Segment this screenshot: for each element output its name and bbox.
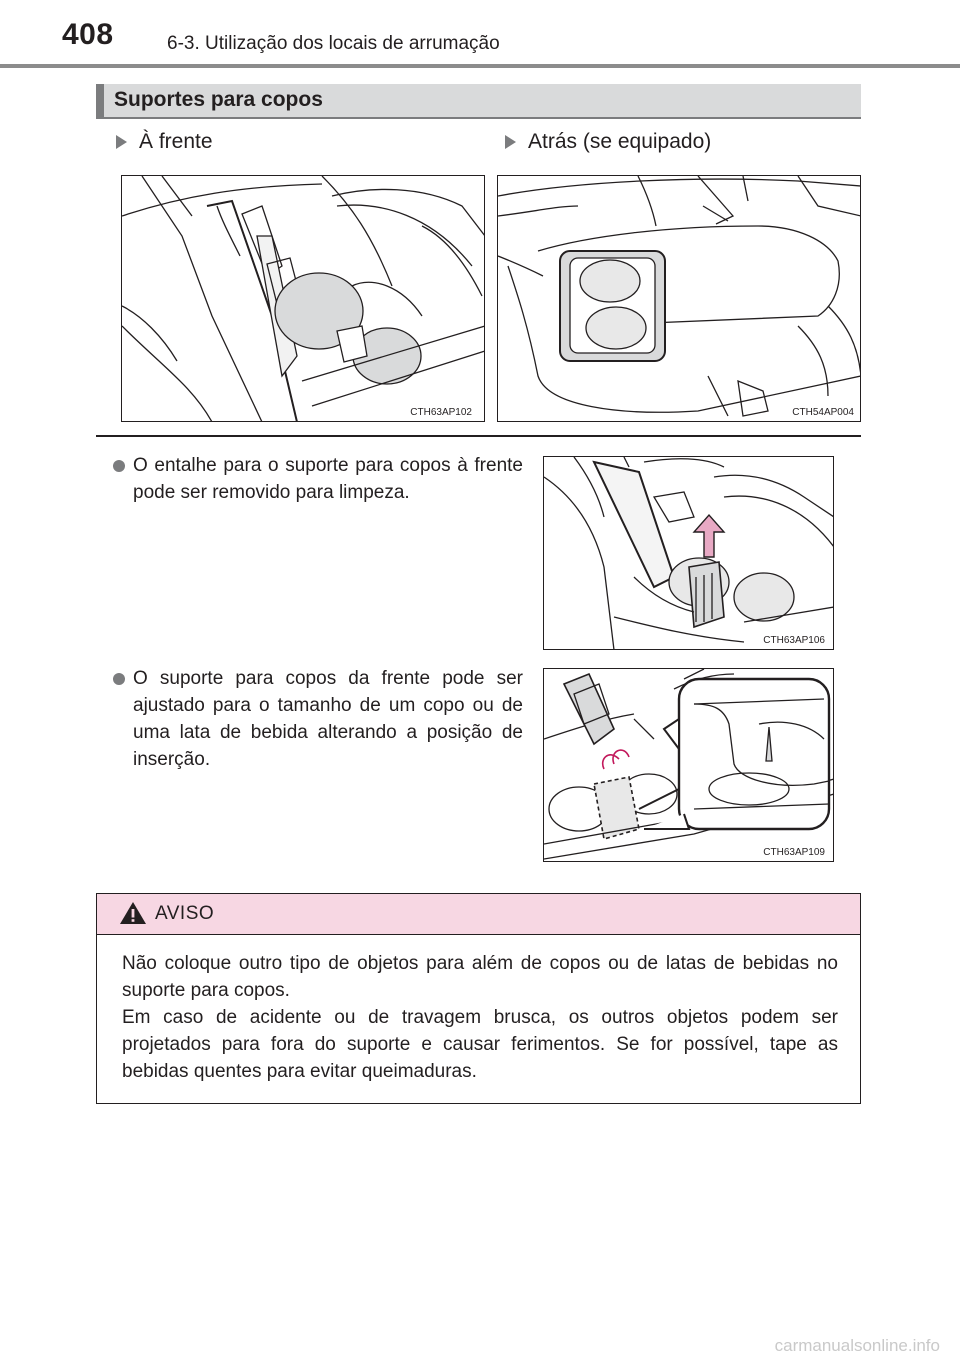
section-title: Suportes para copos — [114, 88, 323, 111]
figure-code-front: CTH63AP102 — [410, 407, 472, 418]
watermark: carmanualsonline.info — [774, 1336, 940, 1355]
figure-insert-removal — [543, 456, 834, 650]
rear-cupholder-illustration — [498, 176, 861, 422]
warning-box — [96, 893, 861, 1104]
bullet-text: O suporte para copos da frente pode ser ajustado para o tamanho de um copo ou de uma lata de bebida alterando a posição de inserção. — [133, 668, 523, 770]
insert-adjustment-illustration — [544, 669, 834, 862]
warning-triangle-icon — [119, 901, 147, 925]
warning-header — [97, 894, 860, 935]
figure-front-cupholders — [121, 175, 485, 422]
chapter-title: 6-3. Utilização dos locais de arrumação — [167, 33, 500, 54]
subhead-rear — [505, 130, 711, 154]
bullet-item — [113, 452, 523, 512]
section-heading-bar — [96, 84, 861, 118]
bullet-text: O entalhe para o suporte para copos à frente pode ser removido para limpeza. — [133, 455, 523, 503]
figure-code-adjust: CTH63AP109 — [763, 847, 825, 858]
section-accent — [96, 84, 104, 118]
figure-insert-adjustment — [543, 668, 834, 862]
warning-label: AVISO — [155, 903, 215, 924]
triangle-bullet-icon — [116, 135, 127, 149]
bullet-dot-icon — [113, 460, 125, 472]
header-rule — [0, 64, 960, 68]
front-cupholder-illustration — [122, 176, 485, 422]
triangle-bullet-icon — [505, 135, 516, 149]
warning-body — [122, 950, 838, 1085]
section-divider — [96, 435, 861, 437]
subhead-front-label: À frente — [139, 130, 213, 153]
subhead-front — [116, 130, 213, 154]
warning-paragraph: Não coloque outro tipo de objetos para além de copos ou de latas de bebidas no suporte para copos. — [122, 953, 838, 1001]
figure-code-removal: CTH63AP106 — [763, 635, 825, 646]
bullet-dot-icon — [113, 673, 125, 685]
figure-code-rear: CTH54AP004 — [792, 407, 854, 418]
section-underline — [96, 117, 861, 119]
page-number: 408 — [62, 18, 114, 51]
insert-removal-illustration — [544, 457, 834, 650]
bullet-item — [113, 665, 523, 775]
figure-rear-cupholders — [497, 175, 861, 422]
subhead-rear-label: Atrás (se equipado) — [528, 130, 712, 153]
warning-paragraph: Em caso de acidente ou de travagem brusca, os outros objetos podem ser projetados para fora do suporte e causar ferimentos. Se for possível, tape as bebidas quentes para evitar queimaduras. — [122, 1007, 838, 1082]
